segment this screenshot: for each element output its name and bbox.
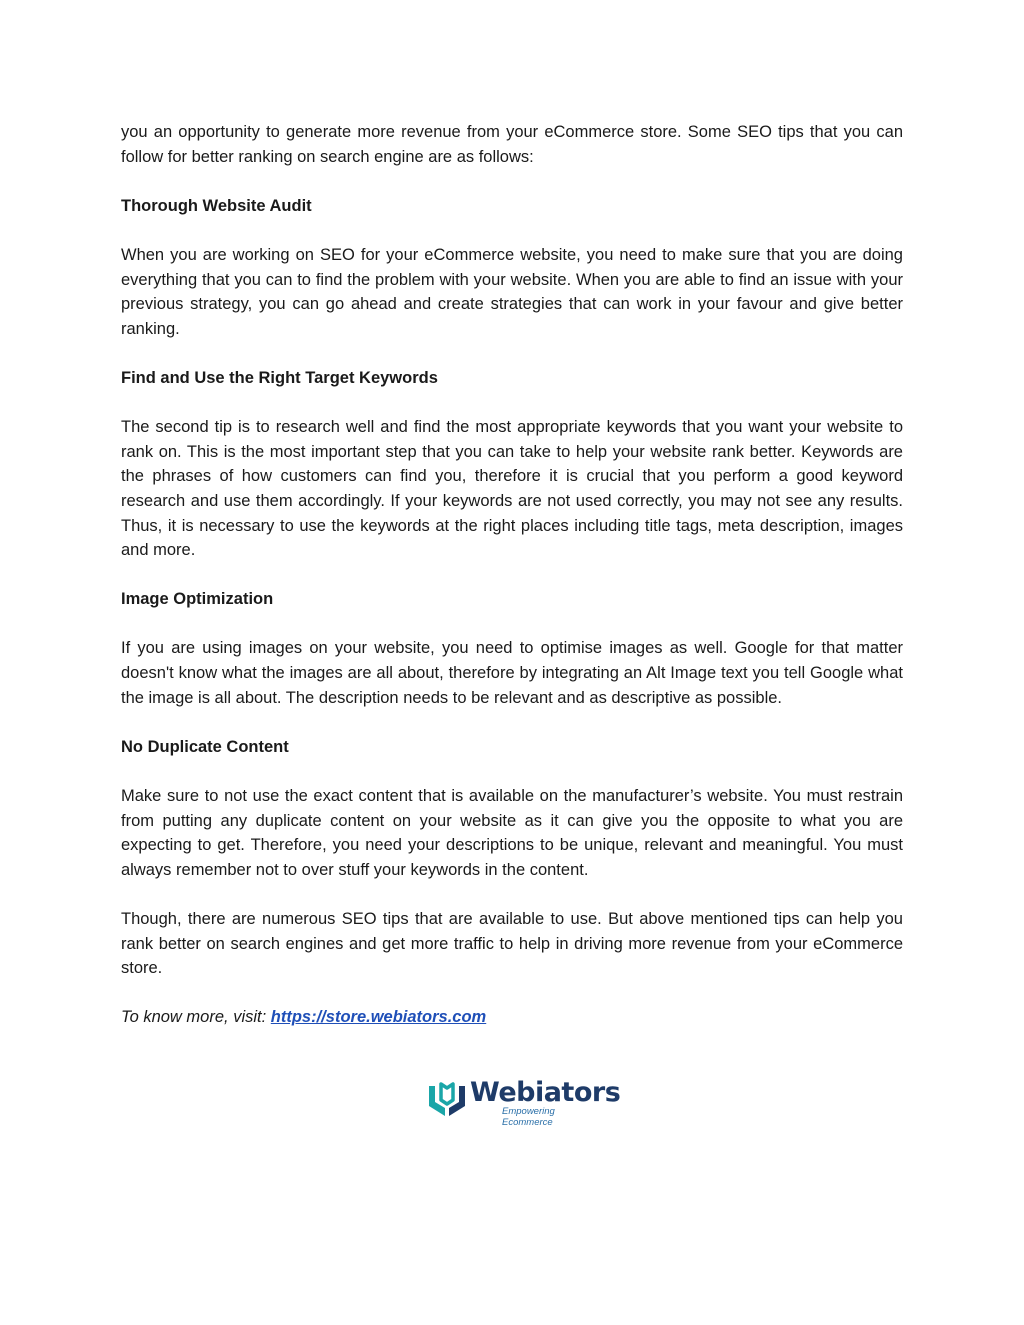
section-paragraph-target-keywords: The second tip is to research well and find the most appropriate keywords that you want your website to rank on. This is the most important step that you can take to help your website rank better. Keywords are the phrases of how customers can find you, therefore it is crucial that you perform a good keyword research and use them accordingly. If your keywords are not used correctly, you may not see any results. Thus, it is necessary to use the keywords at the right places including title tags, meta description, images and more. (121, 418, 903, 560)
section-heading-image-optimization: Image Optimization (121, 590, 274, 609)
webiators-w-logo-icon (426, 1080, 468, 1118)
section-heading-target-keywords: Find and Use the Right Target Keywords (121, 368, 438, 387)
section-heading-duplicate-content: No Duplicate Content (121, 737, 289, 756)
store-link[interactable]: https://store.webiators.com (270, 1008, 487, 1027)
section-paragraph-image-optimization: If you are using images on your website, you need to optimise images as well. Google for that matter doesn't know what the images are all about, therefore by integrating an Alt Image text you tell Google what the image is all about. The description needs to be relevant and as descriptive as possible. (121, 639, 903, 707)
intro-paragraph: you an opportunity to generate more revenue from your eCommerce store. Some SEO tips that you can follow for better ranking on search engine are as follows: (121, 123, 903, 166)
section-heading-website-audit: Thorough Website Audit (121, 196, 312, 215)
section-paragraph-duplicate-content: Make sure to not use the exact content that is available on the manufacturer’s website. You must restrain from putting any duplicate content on your website as it can give you the opposite to what you are expecting to get. Therefore, you need your descriptions to be unique, relevant and meaningful. You must always remember not to over stuff your keywords in the content. (121, 787, 903, 879)
logo-wordmark: Webiators (470, 1077, 621, 1108)
visit-label: To know more, visit: (121, 1008, 271, 1027)
section-paragraph-website-audit: When you are working on SEO for your eCommerce website, you need to make sure that you are doing everything that you can to find the problem with your website. When you are able to find an issue with your previous strategy, you can go ahead and create strategies that can work in your favour and give better ranking. (121, 245, 903, 338)
visit-line (121, 1005, 903, 1030)
document-body (121, 120, 903, 1030)
conclusion-paragraph: Though, there are numerous SEO tips that are available to use. But above mentioned tips can help you rank better on search engines and get more traffic to help in driving more revenue from your eCommerce store. (121, 910, 903, 978)
logo-tagline: Empowering Ecommerce (502, 1106, 555, 1128)
webiators-logo (426, 1077, 621, 1128)
